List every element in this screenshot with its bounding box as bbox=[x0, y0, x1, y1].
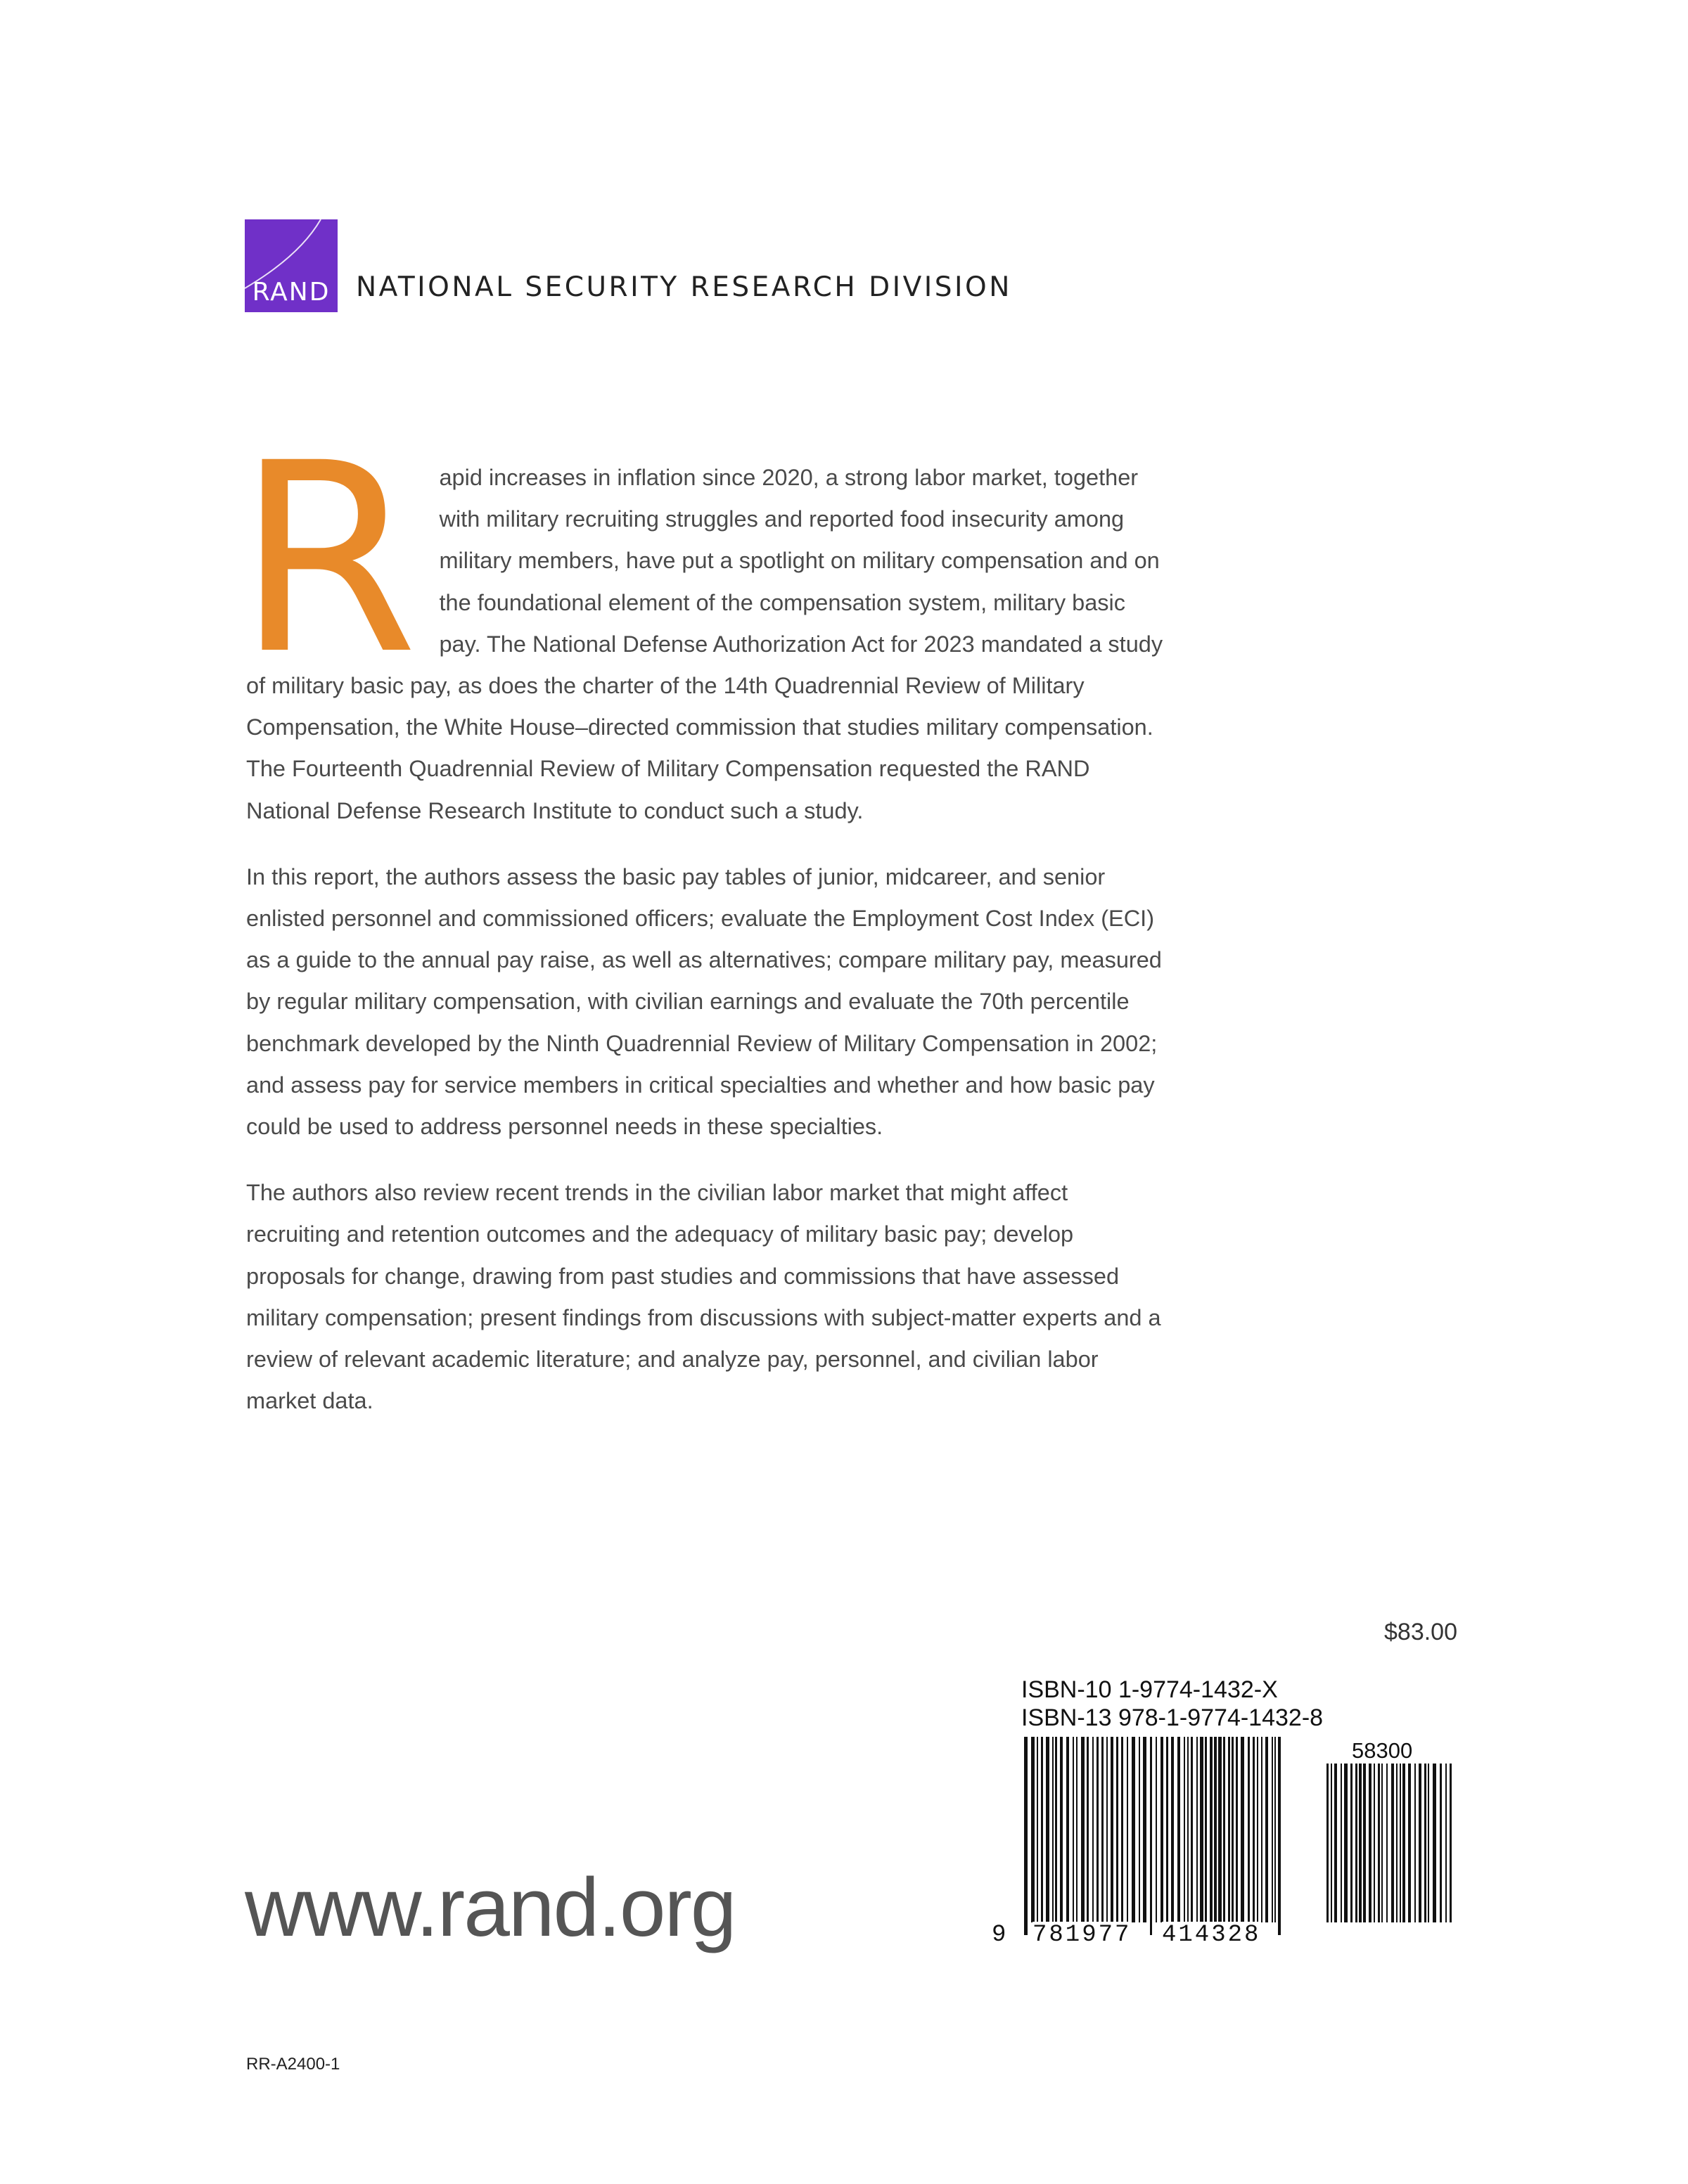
barcode-bar bbox=[1248, 1737, 1250, 1922]
barcode-digits-left: 781977 bbox=[1032, 1922, 1132, 1948]
barcode-addon-number: 58300 bbox=[1352, 1738, 1413, 1763]
paragraph-1-text: apid increases in inflation since 2020, a strong labor market, together with military recruiting struggles and reported food insecurity among military members, have put a spotlight on military compensation and on the foundational element of the compensation system, military basic pay. The National Defense Authorization Act for 2023 mandated a study of military basic pay, as does the charter of the 14th Quadrennial Review of Military Compensation, the White House–directed commission that studies military compensation. The Fourteenth Quadrennial Review of Military Compensation requested the RAND National Defense Research Institute to conduct such a study. bbox=[246, 465, 1163, 823]
barcode-bar bbox=[1073, 1737, 1074, 1922]
barcode-bar bbox=[1066, 1737, 1069, 1922]
barcode-digits-right: 414328 bbox=[1162, 1922, 1261, 1948]
barcode-bar bbox=[1121, 1737, 1123, 1922]
barcode-bar bbox=[1241, 1737, 1244, 1922]
barcode-bar bbox=[1350, 1764, 1353, 1922]
barcode-bar bbox=[1236, 1737, 1238, 1922]
report-id: RR-A2400-1 bbox=[246, 2055, 340, 2074]
barcode-bar bbox=[1424, 1764, 1426, 1922]
barcode-bar bbox=[1261, 1737, 1262, 1922]
barcode-bar bbox=[1433, 1764, 1436, 1922]
barcode-bar bbox=[1428, 1764, 1429, 1922]
barcode-first-digit: 9 bbox=[992, 1922, 1009, 1948]
barcode-bar bbox=[1143, 1737, 1146, 1922]
barcode-bar bbox=[1334, 1764, 1337, 1922]
barcode-bar bbox=[1166, 1737, 1168, 1922]
barcode-bar bbox=[1344, 1764, 1348, 1922]
barcode-bar bbox=[1232, 1737, 1234, 1922]
barcode-bar bbox=[1419, 1764, 1421, 1922]
logo-text: RAND bbox=[252, 278, 331, 307]
barcode-bar bbox=[1278, 1737, 1281, 1935]
barcode-bar bbox=[1171, 1737, 1174, 1922]
price: $83.00 bbox=[1384, 1619, 1457, 1645]
barcode-bar bbox=[1326, 1764, 1329, 1922]
barcode-bar bbox=[1116, 1737, 1118, 1922]
barcode-bar bbox=[1096, 1737, 1099, 1922]
barcode-bar bbox=[1101, 1737, 1104, 1922]
paragraph-3: The authors also review recent trends in the civilian labor market that might affect recruiting and retention outcomes and the adequacy of military basic pay; develop proposals for change, drawing from past studies and commissions that have assessed military compensation; present findings from discussions with subject-matter experts and a review of relevant academic literature; and analyze pay, personnel, and civilian labor market data. bbox=[246, 1180, 1161, 1414]
barcode-bar bbox=[1396, 1764, 1398, 1922]
barcode-bar bbox=[1355, 1764, 1357, 1922]
division-name: NATIONAL SECURITY RESEARCH DIVISION bbox=[356, 271, 1012, 303]
barcode-bar bbox=[1408, 1764, 1411, 1922]
barcode-bar bbox=[1381, 1764, 1383, 1922]
barcode-bar bbox=[1052, 1737, 1054, 1922]
website-url: www.rand.org bbox=[245, 1861, 736, 1954]
barcode-bar bbox=[1187, 1737, 1189, 1922]
barcode-bar bbox=[1210, 1737, 1213, 1922]
barcode-bar bbox=[1184, 1737, 1185, 1922]
barcode-bar bbox=[1177, 1737, 1180, 1922]
barcode-bar bbox=[1031, 1737, 1035, 1922]
barcode-bar bbox=[1265, 1737, 1268, 1922]
barcode-bar bbox=[1359, 1764, 1362, 1922]
isbn-barcode bbox=[1021, 1737, 1283, 1935]
barcode-bar bbox=[1331, 1764, 1332, 1922]
barcode-bar bbox=[1156, 1737, 1157, 1922]
barcode-bar bbox=[1218, 1737, 1222, 1922]
isbn-13: ISBN-13 978-1-9774-1432-8 bbox=[1021, 1704, 1324, 1731]
barcode-bar bbox=[1087, 1737, 1089, 1922]
barcode-bar bbox=[1055, 1737, 1057, 1922]
barcode-bar bbox=[1223, 1737, 1225, 1922]
barcode-bar bbox=[1214, 1737, 1217, 1922]
barcode-bar bbox=[1150, 1737, 1152, 1935]
barcode-bar bbox=[1092, 1737, 1094, 1922]
barcode-bar bbox=[1363, 1764, 1366, 1922]
price-addon-barcode bbox=[1324, 1764, 1456, 1935]
barcode-bar bbox=[1445, 1764, 1447, 1922]
barcode-bar bbox=[1111, 1737, 1113, 1922]
drop-cap: R bbox=[236, 407, 418, 712]
barcode-bar bbox=[1106, 1737, 1108, 1922]
barcode-bar bbox=[1253, 1737, 1255, 1922]
barcode-bar bbox=[1257, 1737, 1258, 1922]
back-cover-summary bbox=[236, 407, 1168, 1446]
rand-logo bbox=[245, 219, 338, 312]
isbn-10: ISBN-10 1-9774-1432-X bbox=[1021, 1676, 1278, 1703]
barcode-bar bbox=[1139, 1737, 1140, 1922]
barcode-bar bbox=[1024, 1737, 1028, 1935]
barcode-bar bbox=[1374, 1764, 1375, 1922]
barcode-bar bbox=[1440, 1764, 1442, 1922]
barcode-bar bbox=[1386, 1764, 1388, 1922]
barcode-bar bbox=[1400, 1764, 1401, 1922]
barcode-bar bbox=[1127, 1737, 1128, 1922]
barcode-bar bbox=[1046, 1737, 1049, 1922]
barcode-bar bbox=[1076, 1737, 1078, 1922]
barcode-bar bbox=[1450, 1764, 1452, 1922]
barcode-bar bbox=[1037, 1737, 1038, 1922]
barcode-bar bbox=[1060, 1737, 1063, 1922]
barcode-bar bbox=[1228, 1737, 1230, 1922]
paragraph-1 bbox=[236, 407, 1168, 832]
barcode-bar bbox=[1205, 1737, 1207, 1922]
barcode-bar bbox=[1132, 1737, 1135, 1922]
paragraph-2: In this report, the authors assess the basic pay tables of junior, midcareer, and senior enlisted personnel and commissioned officers; evaluate the Employment Cost Index (ECI) as a guide to the annual pay raise, as well as alternatives; compare military pay, measured by regular military compensation, with civilian earnings and evaluate the 70th percentile benchmark developed by the Ninth Quadrennial Review of Military Compensation in 2002; and assess pay for service members in critical specialties and whether and how basic pay could be used to address personnel needs in these specialties. bbox=[246, 863, 1162, 1140]
barcode-bar bbox=[1200, 1737, 1203, 1922]
barcode-bar bbox=[1378, 1764, 1380, 1922]
barcode-bar bbox=[1272, 1737, 1273, 1922]
barcode-bar bbox=[1341, 1764, 1342, 1922]
barcode-bar bbox=[1041, 1737, 1043, 1922]
barcode-bar bbox=[1369, 1764, 1372, 1922]
barcode-bar bbox=[1402, 1764, 1405, 1922]
barcode-bar bbox=[1414, 1764, 1416, 1922]
barcode-bar bbox=[1191, 1737, 1193, 1922]
barcode-bar bbox=[1196, 1737, 1198, 1922]
barcode-bar bbox=[1160, 1737, 1163, 1922]
barcode-bar bbox=[1391, 1764, 1394, 1922]
barcode-bar bbox=[1081, 1737, 1085, 1922]
barcode-bar bbox=[1274, 1737, 1276, 1922]
